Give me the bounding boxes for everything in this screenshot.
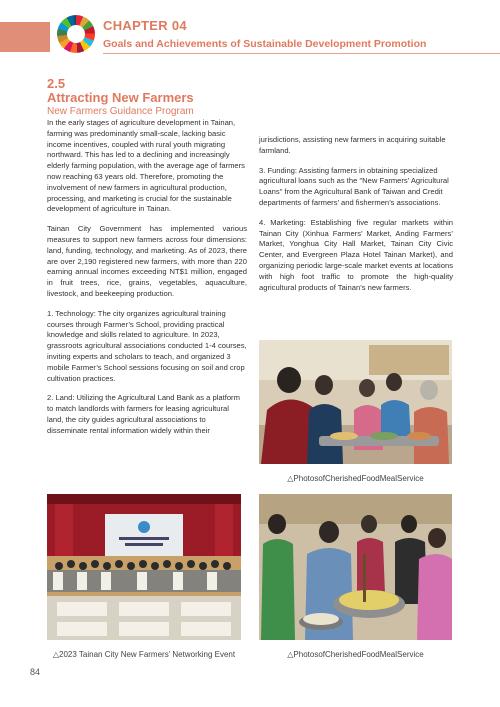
paragraph: jurisdictions, assisting new farmers in acquiring suitable farmland. xyxy=(259,135,446,155)
page-number: 84 xyxy=(30,667,41,677)
meal-service-photo xyxy=(259,494,452,640)
chapter-label: CHAPTER 04 xyxy=(103,18,187,33)
section-number: 2.5 xyxy=(47,76,66,91)
paragraph: 3. Funding: Assisting farmers in obtaining specialized agricultural loans such as the "New Farmers’ Agricultural Loans" from the Agricultural Bank of Taiwan and Credit departments of farmers’ and fishermen’s associations. xyxy=(259,165,449,207)
paragraph: 2. Land: Utilizing the Agricultural Land Bank as a platform to match landlords with farmers for leasing agricultural land, the city guides agricultural associations to disseminate rental information widely within their xyxy=(47,393,240,435)
photo-caption: △2023 Tainan City New Farmers’ Networking Event xyxy=(52,650,236,659)
paragraph: Tainan City Government has implemented various measures to support new farmers across four dimensions: land, funding, technology, and marketing. As of 2023, there are over 2,190 registered new farmers, with more than 220 earning annual incomes exceeding NT$1 million, engaged in fruit trees, rice, grains, vegetables, aquaculture, livestock, and beekeeping production. xyxy=(47,224,247,298)
networking-event-photo xyxy=(47,494,241,640)
section-title: Attracting New Farmers xyxy=(47,90,194,105)
sdg-wheel-icon xyxy=(57,15,95,53)
section-subtitle: New Farmers Guidance Program xyxy=(47,106,194,117)
photo-caption: △PhotosofCherishedFoodMealService xyxy=(287,650,424,659)
photo-caption: △PhotosofCherishedFoodMealService xyxy=(287,474,424,483)
paragraph: 4. Marketing: Establishing five regular markets within Tainan City (Xinhua Farmers’ Market, Anding Farmers’ Market, Yonghua City Hall Market, Tainan City Civic Center, and Evergreen Plaza Hotel Tainan Market), and organizing periodic large-scale market events at locations with high foot traffic to promote the high-quality agricultural products of Tainan’s new farmers. xyxy=(259,217,453,292)
chapter-title: Goals and Achievements of Sustainable Development Promotion xyxy=(103,38,427,50)
header-accent-bar xyxy=(0,22,50,52)
meal-service-photo xyxy=(259,340,452,464)
right-text-column xyxy=(259,135,453,293)
header-divider xyxy=(103,53,500,54)
paragraph: In the early stages of agriculture development in Tainan, farming was predominantly small-scale, lacking basic income incentives, coupled with rural youth migrating northward. This has led to a declining and increasingly elderly farming population, with the average age of farmers now reaching 63 years old. Therefore, promoting the involvement of new farmers in agricultural production, processing, and marketing is crucial for the sustainable development of agriculture in Tainan. xyxy=(47,118,245,214)
left-text-column xyxy=(47,118,247,437)
paragraph: 1. Technology: The city organizes agricultural training courses through Farmer’s School, providing practical knowledge and skills related to agriculture. In 2023, grassroots agricultural associations conducted 1-4 courses, inviting experts and scholars to teach, and organized 3 mobile Farmer’s School sessions focusing on soil and crop cultivation practices. xyxy=(47,308,247,383)
